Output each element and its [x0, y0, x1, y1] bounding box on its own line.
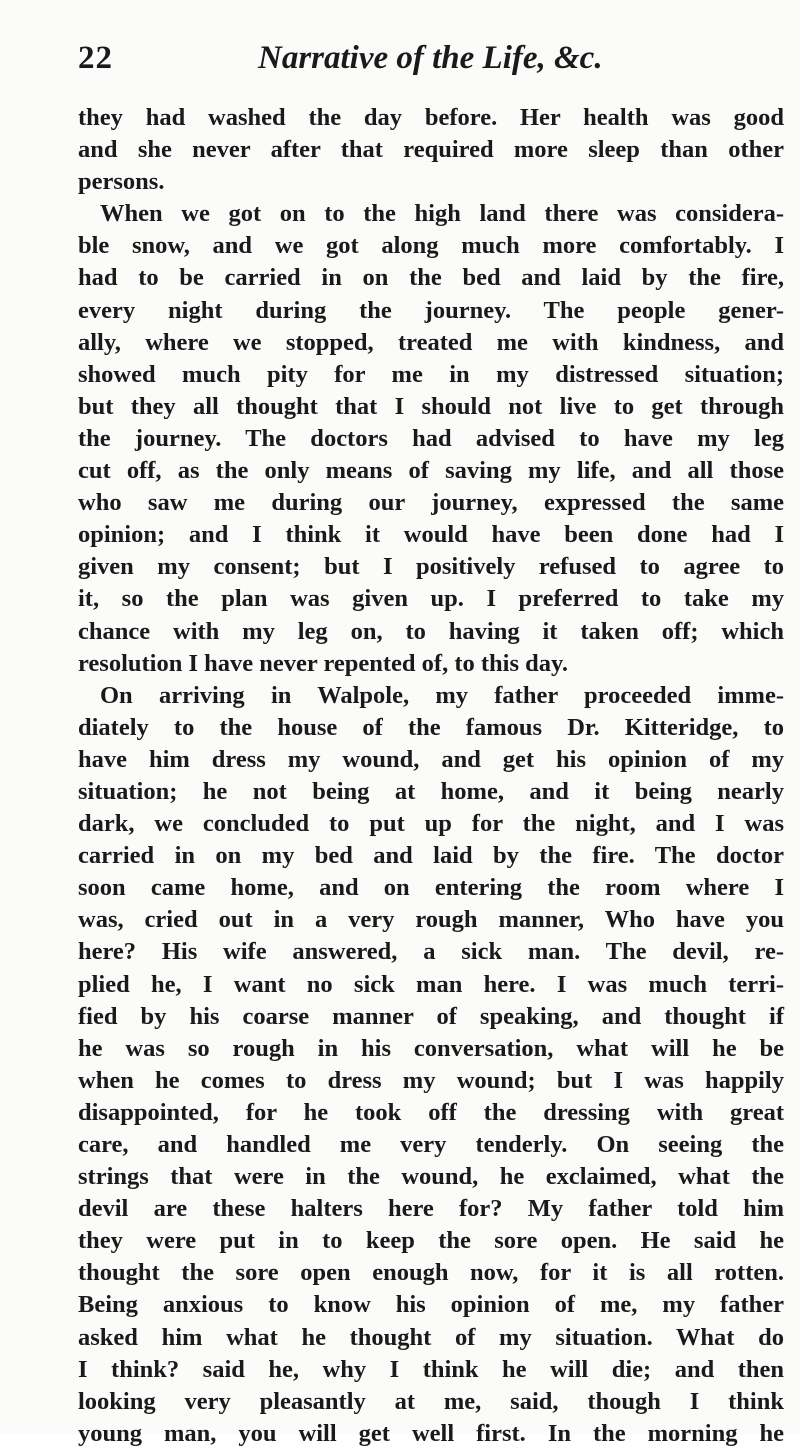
- text-line: plied he, I want no sick man here. I was much terri-: [78, 970, 784, 998]
- text-line: young man, you will get well first. In the morning he: [78, 1419, 784, 1447]
- text-line: thought the sore open enough now, for it is all rotten.: [78, 1259, 784, 1287]
- text-line: disappointed, for he took off the dressing with great: [78, 1098, 784, 1126]
- text-line: asked him what he thought of my situation. What do: [78, 1323, 784, 1351]
- text-line: strings that were in the wound, he exclaimed, what the: [78, 1163, 784, 1191]
- text-line: carried in on my bed and laid by the fire. The doctor: [78, 842, 784, 870]
- text-line: it, so the plan was given up. I preferred to take my: [78, 585, 784, 613]
- text-line: and she never after that required more sleep than other: [78, 136, 784, 164]
- running-head: [78, 40, 783, 90]
- text-line: ally, where we stopped, treated me with kindness, and: [78, 328, 784, 356]
- text-line: soon came home, and on entering the room where I: [78, 874, 784, 902]
- text-line: they had washed the day before. Her health was good: [78, 104, 784, 131]
- text-line: On arriving in Walpole, my father proceeded imme-: [100, 681, 784, 709]
- text-line: diately to the house of the famous Dr. Kitteridge, to: [78, 713, 784, 741]
- text-line: fied by his coarse manner of speaking, and thought if: [78, 1002, 784, 1030]
- text-line: devil are these halters here for? My father told him: [78, 1195, 784, 1223]
- text-line: they were put in to keep the sore open. He said he: [78, 1227, 784, 1255]
- text-line: looking very pleasantly at me, said, though I think: [78, 1387, 784, 1415]
- text-line: had to be carried in on the bed and laid by the fire,: [78, 264, 784, 292]
- text-line: showed much pity for me in my distressed situation;: [78, 360, 784, 388]
- text-line: he was so rough in his conversation, what will he be: [78, 1034, 784, 1062]
- text-line: the journey. The doctors had advised to have my leg: [78, 424, 784, 452]
- text-line: dark, we concluded to put up for the night, and I was: [78, 810, 784, 838]
- text-line: Being anxious to know his opinion of me, my father: [78, 1291, 784, 1319]
- text-line: ble snow, and we got along much more comfortably. I: [78, 232, 784, 260]
- text-line: was, cried out in a very rough manner, Who have you: [78, 906, 784, 934]
- text-line: opinion; and I think it would have been done had I: [78, 521, 784, 549]
- text-line: resolution I have never repented of, to this day.: [78, 649, 569, 677]
- text-line: cut off, as the only means of saving my life, and all those: [78, 457, 784, 485]
- text-line: care, and handled me very tenderly. On seeing the: [78, 1131, 784, 1158]
- text-line: chance with my leg on, to having it taken off; which: [78, 617, 784, 645]
- text-line: but they all thought that I should not live to get through: [78, 392, 784, 420]
- text-line: situation; he not being at home, and it being nearly: [78, 777, 784, 805]
- text-line: given my consent; but I positively refused to agree to: [78, 553, 784, 581]
- page-number: 22: [78, 40, 113, 76]
- text-line: here? His wife answered, a sick man. The devil, re-: [78, 938, 784, 966]
- text-line: When we got on to the high land there was considera-: [100, 200, 784, 228]
- body-text: [78, 102, 784, 1450]
- text-line: have him dress my wound, and get his opinion of my: [78, 745, 784, 773]
- text-line: I think? said he, why I think he will die; and then: [78, 1355, 784, 1383]
- text-line: persons.: [78, 168, 165, 196]
- text-line: who saw me during our journey, expressed the same: [78, 489, 784, 517]
- text-line: when he comes to dress my wound; but I was happily: [78, 1066, 784, 1094]
- text-line: every night during the journey. The people gener-: [78, 296, 784, 324]
- running-title: Narrative of the Life, &c.: [258, 40, 603, 76]
